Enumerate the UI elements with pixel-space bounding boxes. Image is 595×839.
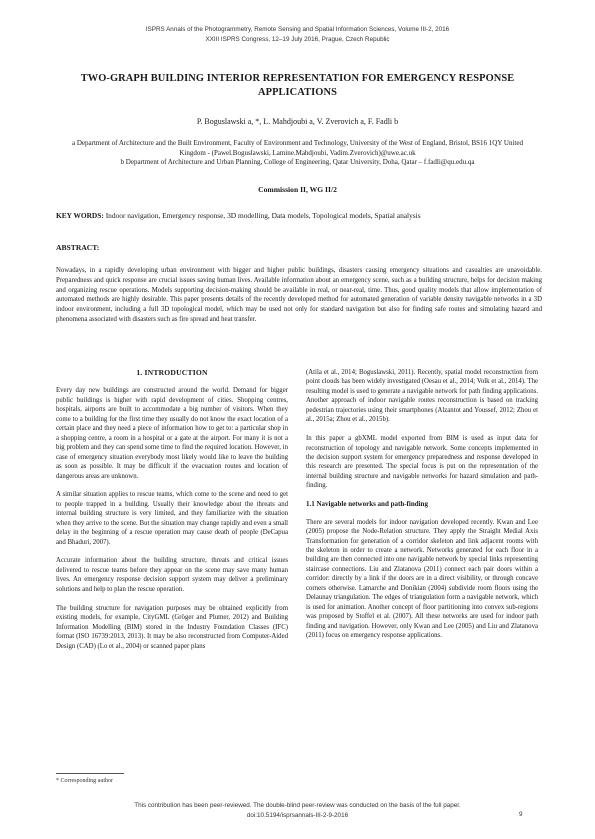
left-column (56, 368, 288, 660)
right-column (306, 368, 538, 650)
keywords-label: KEY WORDS: (56, 211, 104, 220)
body-paragraph: Every day new buildings are constructed around the world. Demand for bigger public buildings is higher with rapid development of cities. Shopping centres, hospitals, airports are built to accommodate a big number of visitors. When they come to a building for the first time they usually do not know the exact location of a certain place and they need a piece of information how to get to: a particular shop in a shopping centre, a room in a hospital or a gate at the airport. For many it is not a big problem and they can spend some time to find the required location. However, in case of emergency situation everybody most likely would like to leave the building as soon as possible. It may be difficult if the evacuation routes and location of dangerous areas are unknown. (56, 387, 288, 480)
body-paragraph: A similar situation applies to rescue teams, which come to the scene and need to get to people trapped in a building. Usually their knowledge about the threats and internal building structure is very limited, and they familiarize with the situation when they arrive to the scene. But the situation may change rapidly and even a small delay in the beginning of a rescue operation may cause death of people (DeCapua and Bhaduri, 2007). (56, 491, 288, 546)
paper-title: TWO-GRAPH BUILDING INTERIOR REPRESENTATION FOR EMERGENCY RESPONSE APPLICATIONS (80, 73, 515, 98)
footnote-divider (56, 773, 124, 774)
section-heading-introduction: 1. INTRODUCTION (136, 368, 208, 377)
affiliations (70, 139, 525, 168)
keywords (56, 211, 546, 221)
running-header-journal: ISPRS Annals of the Photogrammetry, Remote Sensing and Spatial Information Sciences, Volume III-2, 2016 (145, 26, 450, 33)
keywords-text: Indoor navigation, Emergency response, 3D modelling, Data models, Topological models, Spatial analysis (105, 211, 421, 220)
affiliation-b: b Department of Architecture and Urban Planning, College of Engineering, Qatar University, Doha, Qatar – f.fadli@qu.edu.qa (120, 158, 475, 167)
footnote: * Corresponding author (56, 778, 113, 784)
author-list: P. Boguslawski a, *, L. Mahdjoubi a, V. Zverovich a, F. Fadli b (196, 117, 399, 126)
body-paragraph: There are several models for indoor navigation developed recently. Kwan and Lee (2005) propose the Node-Relation structure. They apply the Straight Medial Axis Transformation for generation of a corridor skeleton and link adjacent rooms with the skeleton in order to create a network. Networks generated for each floor in a building are then connected into one navigable network by special links representing staircase connections. Liu and Zlatanova (2011) connect each pair doors within a corridor: directly by a link if the doors are in a direct visibility, or through concave corners otherwise. Lamarche and Donikian (2004) subdivide room floors using the Delaunay triangulation. The edges of triangulation form a navigable network, which is used for animation. Another concept of floor partitioning into convex sub-regions was proposed by Stoffel et al. (2007). All these networks are used for indoor path finding and navigation. However, only Kwan and Lee (2005) and Liu and Zlatanova (2011) focus on emergency response applications. (306, 518, 538, 640)
body-paragraph: (Atila et al., 2014; Boguslawski, 2011). Recently, spatial model reconstruction from point clouds has been widely investigated (Oesau et al., 2014; Volk et al., 2014). The resulting model is used to generate a navigable network for path finding applications. Another approach of indoor navigable routes reconstruction is based on tracking pedestrian trajectories using their smartphones (Alzantot and Youssef, 2012; Zhou et al., 2015a; Zhou et al., 2015b). (306, 369, 538, 424)
page-number: 9 (519, 811, 523, 818)
subsection-heading: 1.1 Navigable networks and path-finding (306, 500, 428, 509)
body-paragraph: The building structure for navigation purposes may be obtained explicitly from existing models, for example, CityGML (Gröger and Plumer, 2012) and Building Information Modelling (BIM) stored in the Industry Foundation Classes (IFC) format (ISO 16739:2013, 2013). It may be also reconstructed from Computer-Aided Design (CAD) (Lo et al., 2004) or scanned paper plans (56, 604, 288, 650)
abstract-text: Nowadays, in a rapidly developing urban environment with bigger and higher public buildings, disasters causing emergency situations and casualties are unavoidable. Preparedness and quick response are crucial issues saving human lives. Available information about an emergency scene, such as a building structure, helps for decision making and organizing rescue operations. Models supporting decision-making should be available in real, or near-real, time. Thus, good quality models that allow implementation of automated methods are highly desirable. This paper presents details of the recently developed method for automated generation of variable density navigable networks in a 3D indoor environment, including a full 3D topological model, which may be used not only for standard navigation but also for finding safe routes and simulating hazard and phenomena associated with disasters such as fire spread and heat transfer. (56, 267, 542, 323)
body-paragraph: In this paper a gbXML model exported from BIM is used as input data for reconstruction of topology and navigable network. Some concepts implemented in the decision support system for emergency preparedness and response developed in this research are presented. The special focus is put on the representation of the internal building structure and navigable networks for hazard simulation and path-finding. (306, 435, 538, 490)
body-paragraph: Accurate information about the building structure, threats and critical issues delivered to rescue teams before they appear on the scene may save many human lives. An emergency response decision support system may deliver a preliminary solutions and help to plan the rescue operation. (56, 557, 288, 593)
abstract-heading: ABSTRACT: (56, 243, 100, 252)
affiliation-a: a Department of Architecture and the Built Environment, Faculty of Environment and Technology, University of the West of England, Bristol, BS16 1QY United Kingdom - (Pawel.Boguslawski, Lamine.Mahdjoubi, Vadim.Zverovich)@uwe.ac.uk (72, 139, 523, 157)
doi-link[interactable]: doi:10.5194/isprsannals-III-2-9-2016 (246, 811, 349, 819)
running-header (0, 25, 595, 44)
page-footer (0, 801, 595, 820)
commission-label: Commission II, WG II/2 (258, 185, 337, 194)
peer-review-note: This contribution has been peer-reviewed. The double-blind peer-review was conducted on the basis of the full paper. (134, 802, 461, 809)
running-header-congress: XXIII ISPRS Congress, 12–19 July 2016, Prague, Czech Republic (205, 35, 390, 43)
